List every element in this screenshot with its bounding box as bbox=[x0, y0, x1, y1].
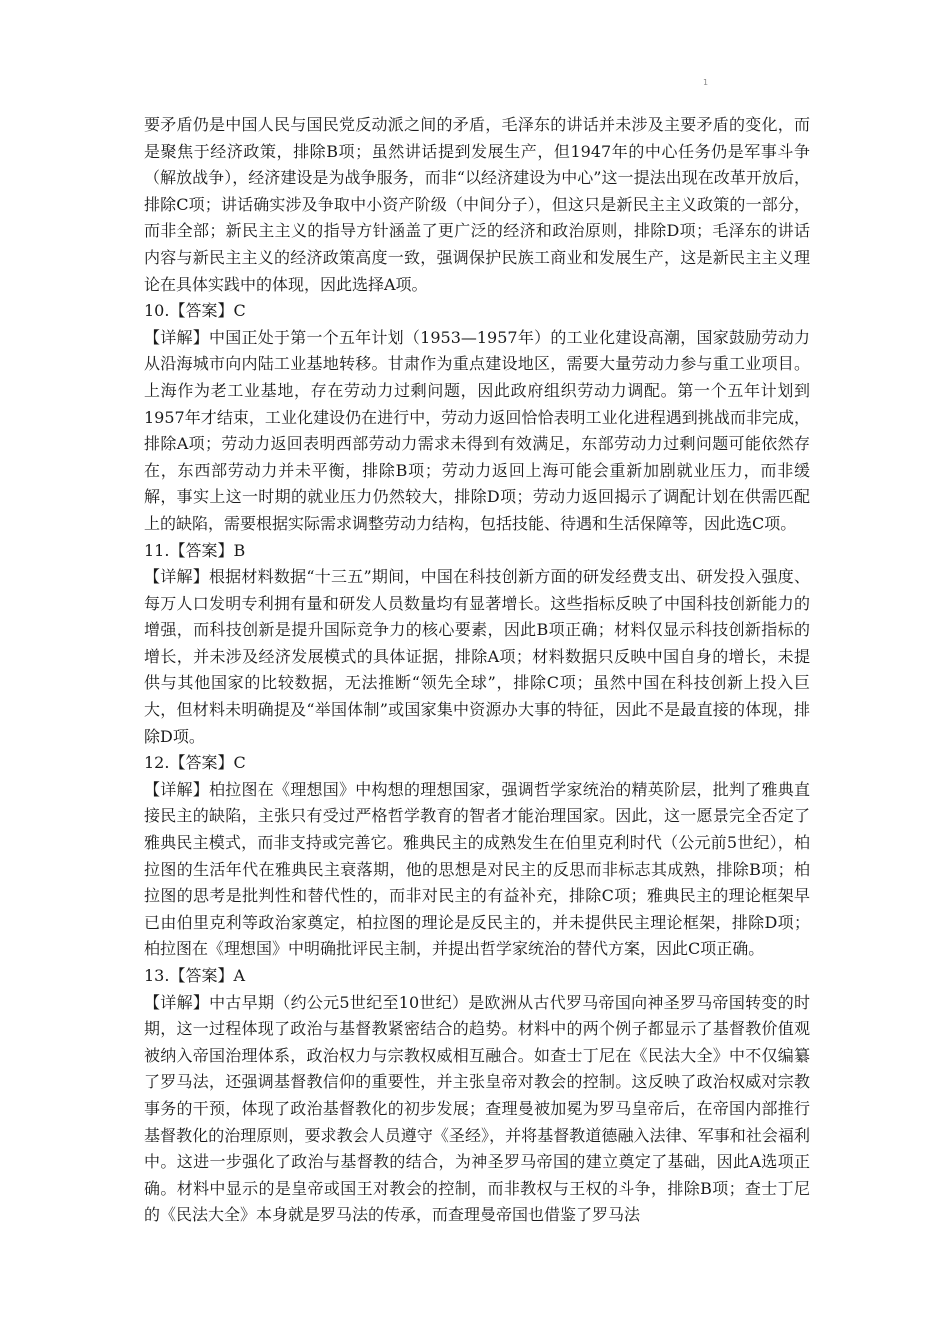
answer-line: 12.【答案】C bbox=[144, 753, 246, 773]
header-mark: 1 bbox=[703, 78, 709, 87]
explanation-paragraph: 【详解】根据材料数据“十三五”期间，中国在科技创新方面的研发经费支出、研发投入强度、每万人口发明专利拥有量和研发人员数量均有显著增长。这些指标反映了中国科技创新能力的增强，而科技创新是提升国际竞争力的核心要素，因此B项正确；材料仅显示科技创新指标的增长，并未涉及经济发展模式的具体证据，排除A项；材料数据只反映中国自身的增长，未提供与其他国家的比较数据，无法推断“领先全球”，排除C项；虽然中国在科技创新上投入巨大，但材料未明确提及“举国体制”或国家集中资源办大事的特征，因此不是最直接的体现，排除D项。 bbox=[144, 567, 810, 746]
answer-line: 10.【答案】C bbox=[144, 301, 246, 321]
explanation-paragraph: 【详解】中古早期（约公元5世纪至10世纪）是欧洲从古代罗马帝国向神圣罗马帝国转变的时期，这一过程体现了政治与基督教紧密结合的趋势。材料中的两个例子都显示了基督教价值观被纳入帝国治理体系，政治权力与宗教权威相互融合。如查士丁尼在《民法大全》中不仅编纂了罗马法，还强调基督教信仰的重要性，并主张皇帝对教会的控制。这反映了政治权威对宗教事务的干预，体现了政治基督教化的初步发展；查理曼被加冕为罗马皇帝后，在帝国内部推行基督教化的治理原则，要求教会人员遵守《圣经》，并将基督教道德融入法律、军事和社会福利中。这进一步强化了政治与基督教的结合，为神圣罗马帝国的建立奠定了基础，因此A选项正确。材料中显示的是皇帝或国王对教会的控制，而非教权与王权的斗争，排除B项；查士丁尼的《民法大全》本身就是罗马法的传承，而查理曼帝国也借鉴了罗马法 bbox=[144, 992, 810, 1225]
answer-line: 11.【答案】B bbox=[144, 540, 246, 560]
explanation-paragraph: 【详解】柏拉图在《理想国》中构想的理想国家，强调哲学家统治的精英阶层，批判了雅典直接民主的缺陷，主张只有受过严格哲学教育的智者才能治理国家。因此，这一愿景完全否定了雅典民主模式，而非支持或完善它。雅典民主的成熟发生在伯里克利时代（公元前5世纪），柏拉图的生活年代在雅典民主衰落期，他的思想是对民主的反思而非标志其成熟，排除B项；柏拉图的思考是批判性和替代性的，而非对民主的有益补充，排除C项；雅典民主的理论框架早已由伯里克利等政治家奠定，柏拉图的理论是反民主的，并未提供民主理论框架，排除D项；柏拉图在《理想国》中明确批评民主制，并提出哲学家统治的替代方案，因此C项正确。 bbox=[144, 779, 810, 959]
answer-line: 13.【答案】A bbox=[144, 966, 246, 985]
explanation-paragraph: 要矛盾仍是中国人民与国民党反动派之间的矛盾，毛泽东的讲话并未涉及主要矛盾的变化，而是聚焦于经济政策，排除B项；虽然讲话提到发展生产，但1947年的中心任务仍是军事斗争（解放战争），经济建设是为战争服务，而非“以经济建设为中心”这一提法出现在改革开放后，排除C项；讲话确实涉及争取中小资产阶级（中间分子），但这只是新民主主义政策的一部分，而非全部；新民主主义的指导方针涵盖了更广泛的经济和政治原则，排除D项；毛泽东的讲话内容与新民主主义的经济政策高度一致，强调保护民族工商业和发展生产，这是新民主主义理论在具体实践中的体现，因此选择A项。 bbox=[144, 115, 810, 294]
explanation-paragraph: 【详解】中国正处于第一个五年计划（1953—1957年）的工业化建设高潮，国家鼓励劳动力从沿海城市向内陆工业基地转移。甘肃作为重点建设地区，需要大量劳动力参与重工业项目。上海作为老工业基地，存在劳动力过剩问题，因此政府组织劳动力调配。第一个五年计划到1957年才结束，工业化建设仍在进行中，劳动力返回恰恰表明工业化进程遇到挑战而非完成，排除A项；劳动力返回表明西部劳动力需求未得到有效满足，东部劳动力过剩问题可能依然存在，东西部劳动力并未平衡，排除B项；劳动力返回上海可能会重新加剧就业压力，而非缓解，事实上这一时期的就业压力仍然较大，排除D项；劳动力返回揭示了调配计划在供需匹配上的缺陷，需要根据实际需求调整劳动力结构，包括技能、待遇和生活保障等，因此选C项。 bbox=[144, 327, 810, 533]
document-body bbox=[144, 112, 810, 1229]
